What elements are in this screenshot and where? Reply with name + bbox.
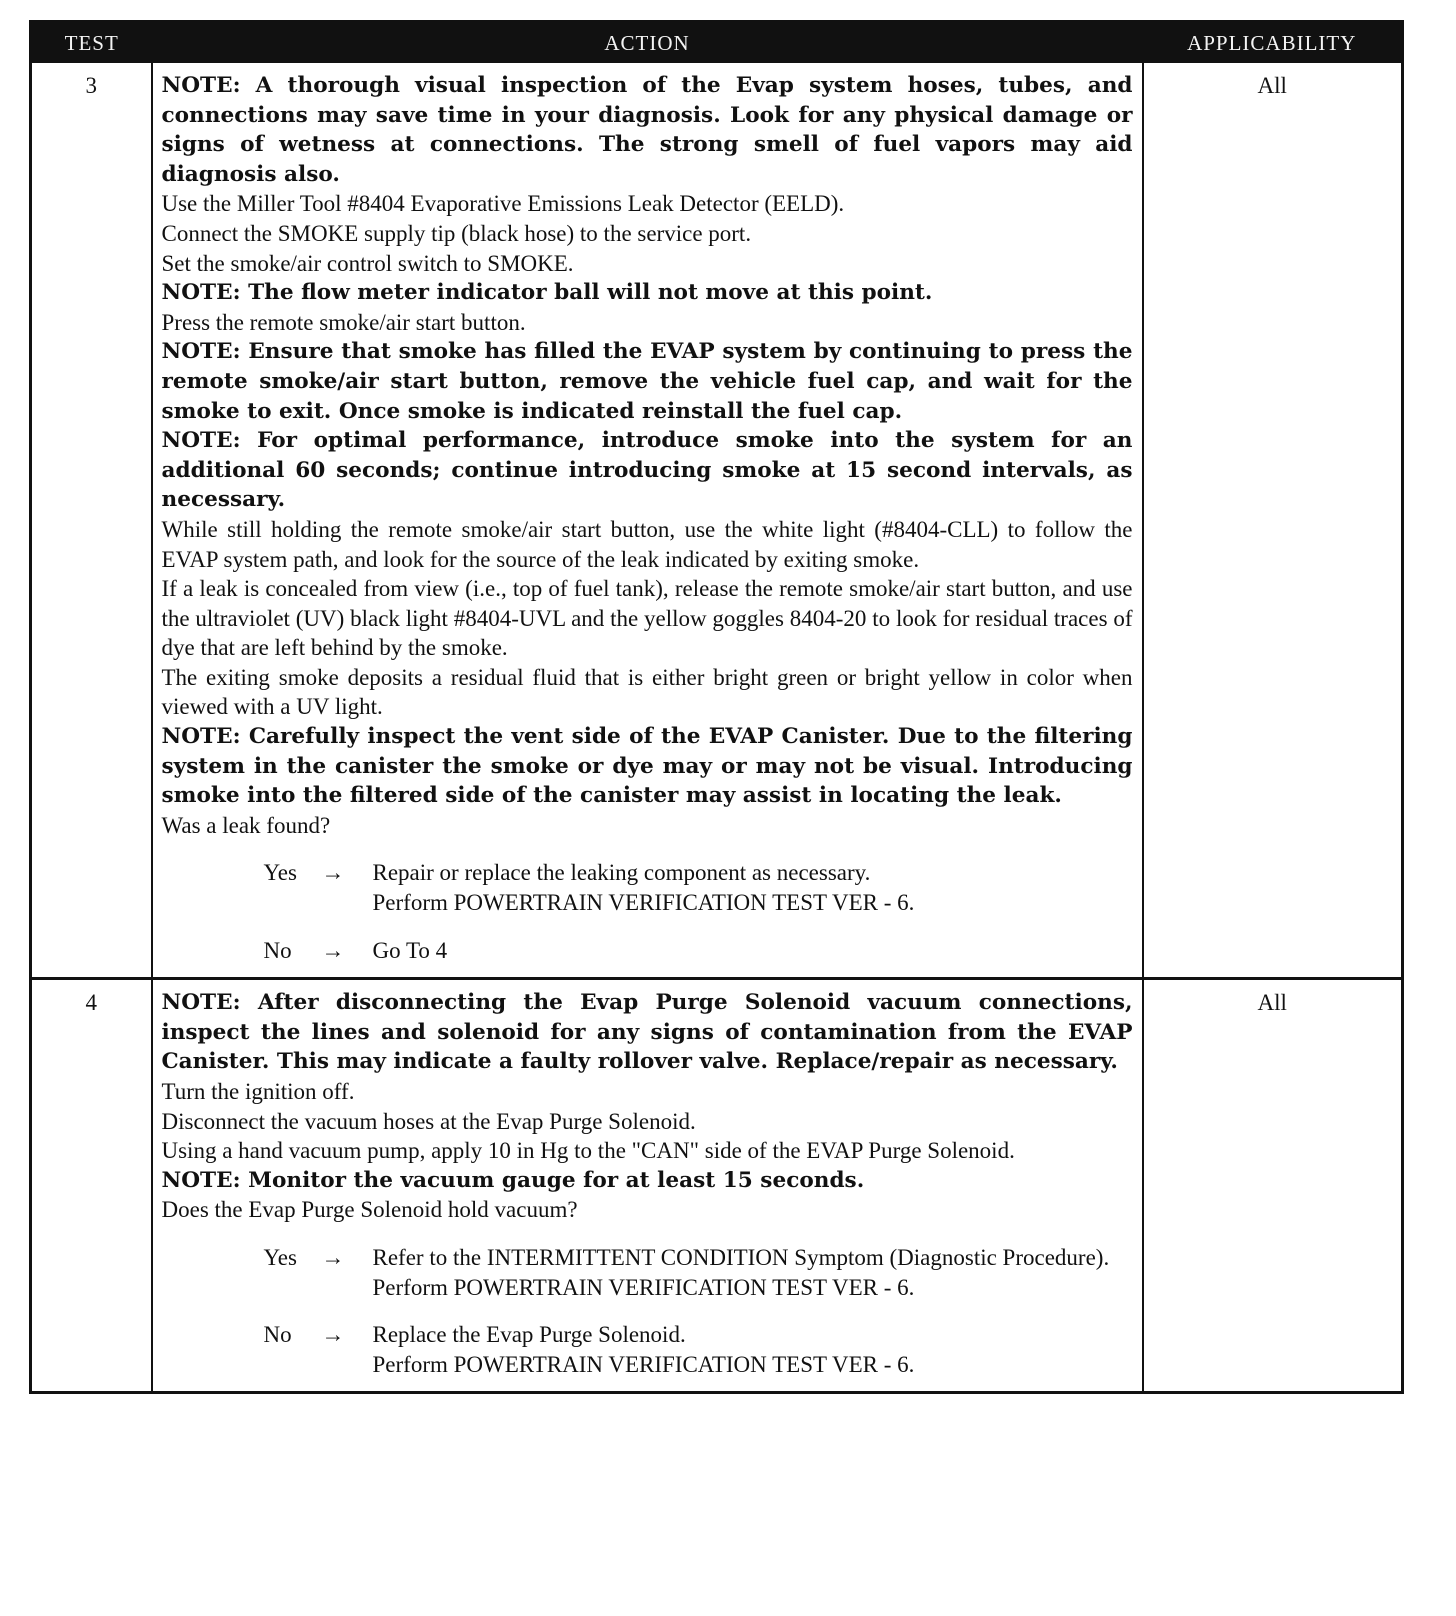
outcome-label: Yes	[263, 1244, 297, 1270]
note-text: NOTE: Carefully inspect the vent side of the EVAP Canister. Due to the filtering system in the canister the smoke or dye may or may not be visual. Introducing smoke into the filtered side of the canister may assist in locating the leak.	[161, 724, 1133, 809]
step-text: Was a leak found?	[161, 812, 331, 838]
step-text: Press the remote smoke/air start button.	[161, 309, 526, 335]
outcome-no	[264, 1320, 1133, 1379]
outcome-label: No	[263, 1322, 292, 1348]
outcome-line: Refer to the INTERMITTENT CONDITION Symptom (Diagnostic Procedure).	[372, 1244, 1110, 1270]
test-number: 3	[31, 63, 152, 979]
action-steps	[162, 988, 1133, 1225]
header-applicability: APPLICABILITY	[1143, 22, 1403, 64]
outcome-text	[373, 858, 1133, 917]
outcome-yes	[264, 1243, 1133, 1302]
step-text: Disconnect the vacuum hoses at the Evap Purge Solenoid.	[161, 1108, 696, 1134]
outcome-no	[264, 936, 1133, 966]
arrow-right-icon: →	[321, 937, 345, 963]
step-text: Set the smoke/air control switch to SMOKE.	[161, 250, 574, 276]
step-text: The exiting smoke deposits a residual fluid that is either bright green or bright yellow in color when viewed with a UV light.	[161, 664, 1133, 720]
note-text: NOTE: After disconnecting the Evap Purge Solenoid vacuum connections, inspect the lines and solenoid for any signs of contamination from the EVAP Canister. This may indicate a faulty rollover valve. Replace/repair as necessary.	[161, 990, 1133, 1075]
note-text: NOTE: Ensure that smoke has filled the EVAP system by continuing to press the remote smoke/air start button, remove the vehicle fuel cap, and wait for the smoke to exit. Once smoke is indicated reinstall the fuel cap.	[161, 339, 1133, 424]
step-text: Turn the ignition off.	[161, 1079, 355, 1104]
test-number: 4	[31, 979, 152, 1393]
test-row-4	[31, 979, 1403, 1393]
outcomes	[264, 858, 1133, 965]
applicability: All	[1143, 979, 1403, 1393]
action-steps	[162, 71, 1133, 840]
step-text: Using a hand vacuum pump, apply 10 in Hg to the "CAN" side of the EVAP Purge Solenoid.	[161, 1138, 1015, 1164]
header-action: ACTION	[152, 22, 1143, 64]
outcome-yes	[264, 858, 1133, 917]
arrow-right-icon: →	[321, 1322, 345, 1348]
table-header	[31, 22, 1403, 64]
note-text: NOTE: A thorough visual inspection of the Evap system hoses, tubes, and connections may save time in your diagnosis. Look for any physical damage or signs of wetness at connections. The strong smell of fuel vapors may aid diagnosis also.	[161, 73, 1133, 187]
step-text: Use the Miller Tool #8404 Evaporative Emissions Leak Detector (EELD).	[161, 191, 845, 217]
action-cell	[152, 63, 1143, 979]
diagnostic-test-sheet	[29, 20, 1401, 1394]
note-text: NOTE: The flow meter indicator ball will not move at this point.	[161, 280, 933, 306]
outcome-line: Perform POWERTRAIN VERIFICATION TEST VER - 6.	[372, 890, 915, 916]
outcome-text	[373, 1320, 1133, 1379]
step-text: Connect the SMOKE supply tip (black hose) to the service port.	[161, 220, 752, 246]
arrow-right-icon: →	[321, 1244, 345, 1270]
action-cell	[152, 979, 1143, 1393]
outcome-line: Perform POWERTRAIN VERIFICATION TEST VER - 6.	[372, 1274, 915, 1300]
arrow-right-icon: →	[321, 860, 345, 886]
step-text: Does the Evap Purge Solenoid hold vacuum?	[161, 1197, 578, 1223]
step-text: If a leak is concealed from view (i.e., top of fuel tank), release the remote smoke/air start button, and use the ultraviolet (UV) black light #8404-UVL and the yellow goggles 8404-20 to look for residual traces of dye that are left behind by the smoke.	[161, 576, 1133, 661]
note-text: NOTE: Monitor the vacuum gauge for at least 15 seconds.	[161, 1167, 865, 1193]
outcome-text	[373, 1243, 1133, 1302]
outcome-label: No	[263, 937, 292, 963]
outcomes	[264, 1243, 1133, 1379]
note-text: NOTE: For optimal performance, introduce smoke into the system for an additional 60 seconds; continue introducing smoke at 15 second intervals, as necessary.	[161, 428, 1133, 513]
step-text: While still holding the remote smoke/air start button, use the white light (#8404-CLL) to follow the EVAP system path, and look for the source of the leak indicated by exiting smoke.	[161, 516, 1133, 572]
diagnostic-table	[29, 20, 1404, 1394]
applicability: All	[1143, 63, 1403, 979]
test-row-3	[31, 63, 1403, 979]
outcome-label: Yes	[263, 860, 297, 886]
outcome-text	[373, 936, 1133, 966]
outcome-line: Go To 4	[372, 937, 448, 963]
outcome-line: Repair or replace the leaking component as necessary.	[372, 860, 871, 886]
header-test: TEST	[31, 22, 152, 64]
outcome-line: Replace the Evap Purge Solenoid.	[372, 1322, 686, 1348]
outcome-line: Perform POWERTRAIN VERIFICATION TEST VER - 6.	[372, 1351, 915, 1377]
